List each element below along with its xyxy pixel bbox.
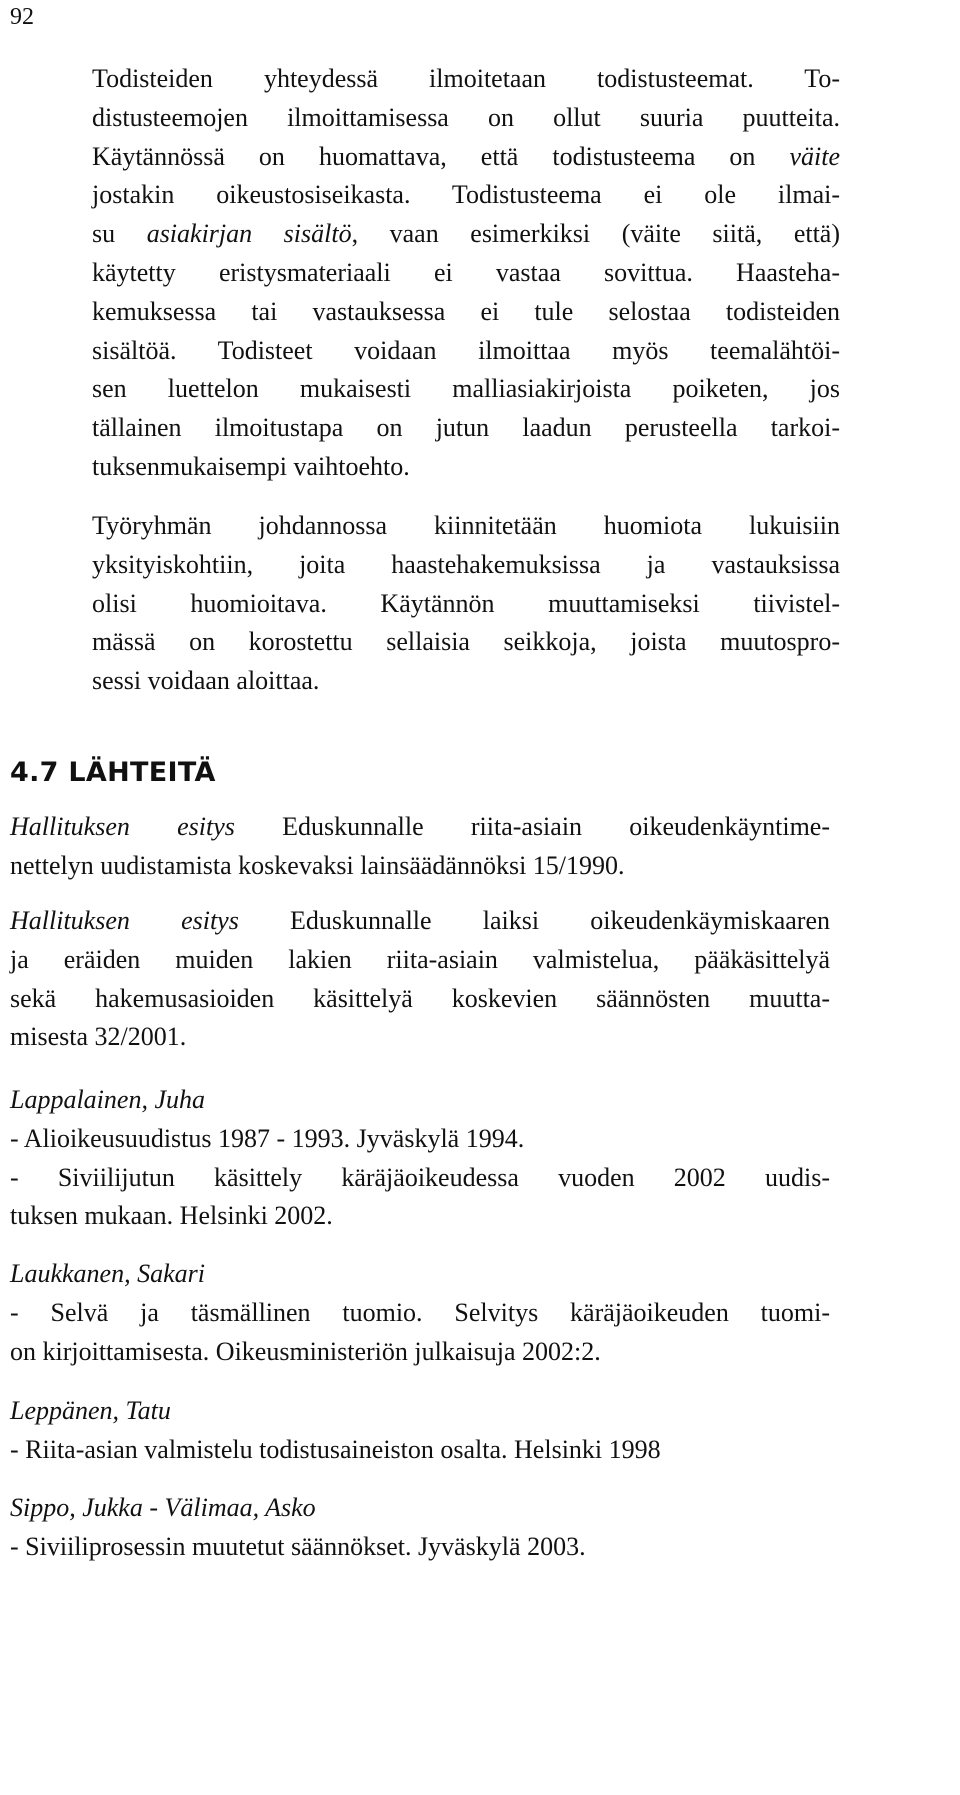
- reference-text: - Selvä ja täsmällinen tuomio. Selvitys käräjäoikeuden tuomi-: [10, 1297, 830, 1327]
- text-line: jostakin oikeustosiseikasta. Todistusteema ei ole ilmai-: [92, 180, 840, 210]
- reference-author: Hallituksen esitys: [10, 812, 235, 841]
- reference-entry: [10, 1255, 830, 1371]
- reference-text: on kirjoittamisesta. Oikeusministeriön julkaisuja 2002:2.: [10, 1336, 601, 1366]
- text-line: [10, 902, 830, 941]
- reference-entry: [10, 1392, 830, 1470]
- body-paragraph-2: [92, 507, 840, 701]
- body-paragraph-1: [92, 60, 840, 487]
- text-line: kemuksessa tai vastauksessa ei tule selostaa todisteiden: [92, 296, 840, 326]
- reference-text: sekä hakemusasioiden käsittelyä koskevien säännösten muutta-: [10, 983, 830, 1013]
- reference-entry: [10, 808, 830, 886]
- reference-author: Lappalainen, Juha: [10, 1085, 205, 1114]
- reference-text: - Siviilijutun käsittely käräjäoikeudessa vuoden 2002 uudis-: [10, 1162, 830, 1192]
- text-line: olisi huomioitava. Käytännön muuttamiseksi tiivistel-: [92, 588, 840, 618]
- reference-text: misesta 32/2001.: [10, 1022, 187, 1052]
- text-line: [92, 138, 840, 177]
- text-line: tuksenmukaisempi vaihtoehto.: [92, 451, 410, 481]
- text-line: distusteemojen ilmoittamisessa on ollut suuria puutteita.: [92, 102, 840, 132]
- text-line: yksityiskohtiin, joita haastehakemuksissa ja vastauksissa: [92, 549, 840, 579]
- emphasis-text: asiakirjan sisältö: [146, 219, 352, 249]
- text-line: sisältöä. Todisteet voidaan ilmoittaa myös teemalähtöi-: [92, 335, 840, 365]
- reference-author: Hallituksen esitys: [10, 906, 239, 935]
- reference-entry: [10, 902, 830, 1057]
- reference-text: ja eräiden muiden lakien riita-asiain valmistelua, pääkäsittelyä: [10, 944, 830, 974]
- text-line: käytetty eristysmateriaali ei vastaa sovittua. Haasteha-: [92, 257, 840, 287]
- text-line: sen luettelon mukaisesti malliasiakirjoista poiketen, jos: [92, 374, 840, 404]
- reference-entry: [10, 1081, 830, 1236]
- reference-author: Leppänen, Tatu: [10, 1396, 171, 1425]
- reference-author: Laukkanen, Sakari: [10, 1259, 205, 1288]
- text-line: tällainen ilmoitustapa on jutun laadun perusteella tarkoi-: [92, 413, 840, 443]
- reference-text: - Riita-asian valmistelu todistusaineiston osalta. Helsinki 1998: [10, 1434, 661, 1464]
- text-line: [10, 808, 830, 847]
- text-line: mässä on korostettu sellaisia seikkoja, joista muutospro-: [92, 627, 840, 657]
- text-line: [92, 215, 840, 254]
- text-line: sessi voidaan aloittaa.: [92, 666, 320, 696]
- reference-text: nettelyn uudistamista koskevaksi lainsäädännöksi 15/1990.: [10, 850, 625, 880]
- page-number: 92: [10, 4, 34, 30]
- section-heading: 4.7 LÄHTEITÄ: [10, 757, 216, 788]
- text-segment: , vaan esimerkiksi (väite siitä, että): [351, 219, 840, 249]
- reference-text: Eduskunnalle riita-asiain oikeudenkäyntime-: [282, 812, 830, 841]
- reference-text: Eduskunnalle laiksi oikeudenkäymiskaaren: [290, 906, 830, 935]
- reference-text: - Alioikeusuudistus 1987 - 1993. Jyväskylä 1994.: [10, 1123, 525, 1153]
- emphasis-text: väite: [789, 141, 841, 171]
- text-segment: su: [92, 219, 116, 249]
- reference-text: tuksen mukaan. Helsinki 2002.: [10, 1201, 333, 1231]
- reference-entry: [10, 1489, 830, 1567]
- text-segment: Käytännössä on huomattava, että todistusteema on: [92, 141, 756, 171]
- text-line: Työryhmän johdannossa kiinnitetään huomiota lukuisiin: [92, 511, 840, 540]
- text-line: Todisteiden yhteydessä ilmoitetaan todistusteemat. To-: [92, 64, 840, 93]
- reference-text: - Siviiliprosessin muutetut säännökset. Jyväskylä 2003.: [10, 1531, 586, 1561]
- reference-author: Sippo, Jukka - Välimaa, Asko: [10, 1493, 316, 1522]
